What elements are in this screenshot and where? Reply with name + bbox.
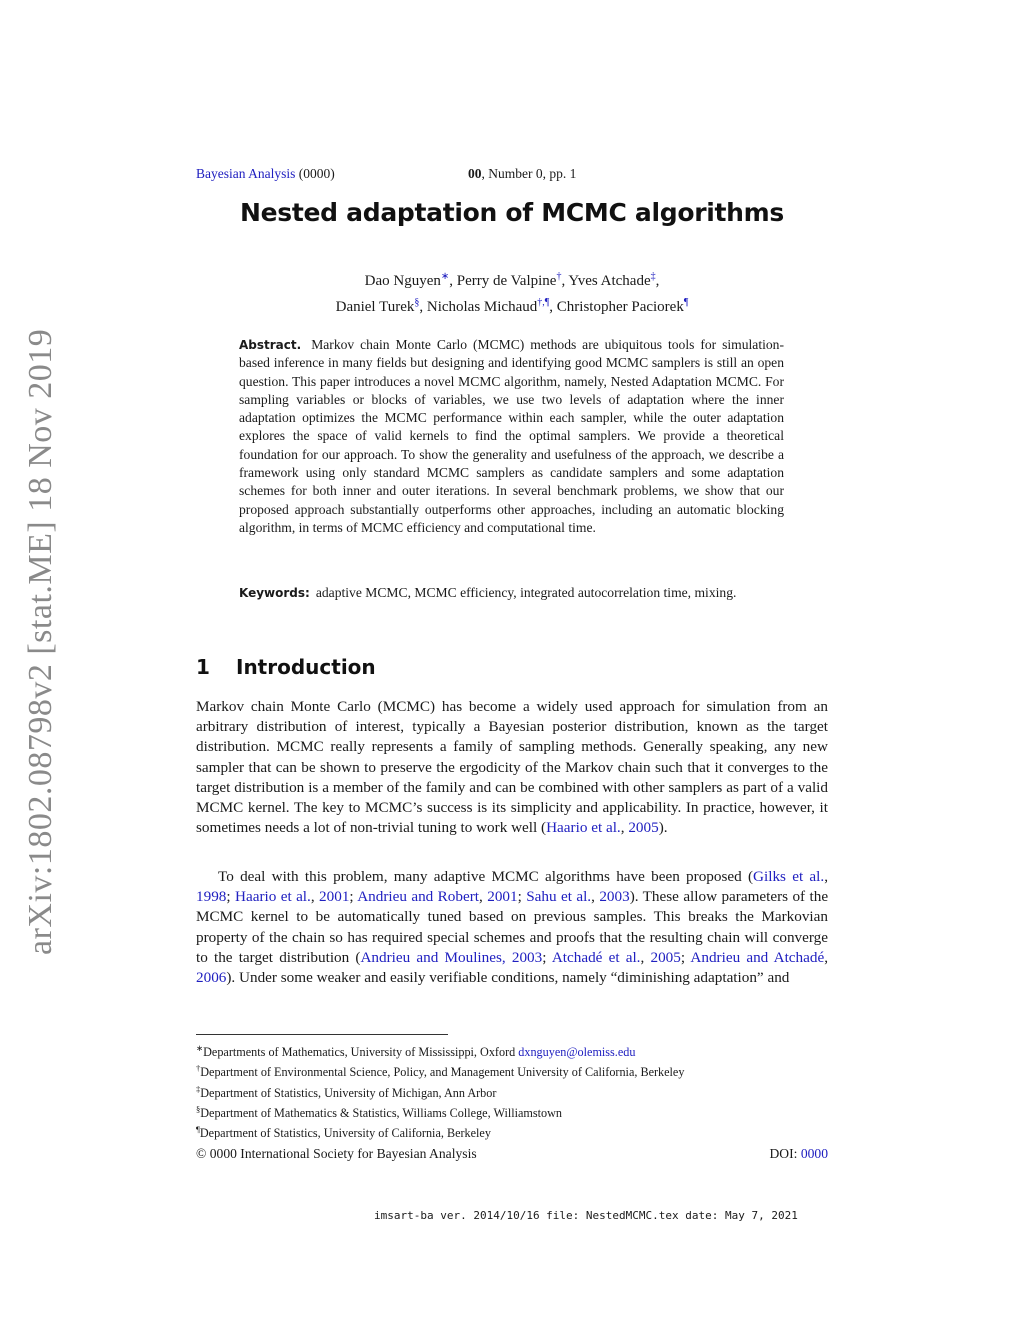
footnote-item [196, 1101, 836, 1121]
section-title: Introduction [236, 655, 376, 679]
citation-year-link[interactable]: 2005 [628, 819, 659, 837]
author-name: Daniel Turek [335, 299, 415, 315]
paragraph-text: ). [658, 819, 668, 837]
doi-label: DOI: [769, 1146, 801, 1161]
citation-separator: ; [542, 948, 552, 966]
doi-link[interactable]: 0000 [800, 1146, 828, 1161]
author-line-1 [0, 266, 1024, 292]
doi [769, 1146, 828, 1162]
footnote-mark: § [196, 1104, 201, 1115]
citation-year-link[interactable]: 2001 [319, 888, 350, 906]
author-separator: , [655, 273, 660, 289]
footnote-mark: † [196, 1063, 201, 1074]
citation-year-link[interactable]: 2001 [487, 888, 518, 906]
footnote-text: Department of Mathematics & Statistics, Williams College, Williamstown [200, 1106, 563, 1121]
footnote-text: Department of Environmental Science, Policy, and Management University of California, Berkeley [200, 1065, 685, 1080]
citation-separator: ; [680, 948, 691, 966]
footnote-item [196, 1081, 836, 1101]
section-number: 1 [196, 655, 210, 679]
abstract-text: Markov chain Monte Carlo (MCMC) methods are ubiquitous tools for simulation-based inference in many fields but designing and identifying good MCMC samplers is still an open question. This paper introduces a novel MCMC algorithm, namely, Nested Adaptation MCMC. For sampling variables or blocks of variables, we use two levels of adaptation where the inner adaptation optimizes the MCMC performance within each sampler, while the outer adaptation explores the space of valid kernels to find the optimal samplers. We provide a theoretical foundation for our approach. To show the generality and usefulness of the approach, we describe a framework using only standard MCMC samplers as candidate samplers and some adaptation schemes for both inner and outer iterations. In several benchmark problems, we show that our proposed approach substantially outperforms other approaches, including an automatic blocking algorithm, in terms of MCMC efficiency and computational time. [239, 337, 784, 535]
citation-link[interactable]: Andrieu and Moulines, 2003 [360, 948, 543, 966]
footnote-text: Department of Statistics, University of Michigan, Ann Arbor [200, 1085, 497, 1100]
footnote-divider [196, 1034, 448, 1035]
affiliation-mark[interactable]: ‡ [650, 271, 656, 282]
affiliation-mark[interactable]: ∗ [440, 271, 450, 282]
keywords-label: Keywords: [239, 586, 310, 600]
citation-link[interactable]: Andrieu and Atchadé [690, 948, 825, 966]
author-line-2 [0, 292, 1024, 318]
footnote-mark: ∗ [196, 1043, 204, 1053]
footnote-mark: ‡ [196, 1083, 201, 1094]
citation-separator: , [479, 888, 488, 906]
paragraph-1 [196, 697, 828, 838]
citation-separator: , [620, 819, 629, 837]
abstract [239, 336, 784, 537]
citation-separator: ; [226, 888, 235, 906]
imsart-version-line: imsart-ba ver. 2014/10/16 file: NestedMCMC.tex date: May 7, 2021 [374, 1209, 798, 1222]
journal-header [196, 166, 626, 182]
affiliation-mark[interactable]: †,¶ [537, 297, 550, 308]
citation-link[interactable]: Sahu et al. [526, 888, 592, 906]
footnote-item [196, 1121, 836, 1141]
citation-separator: , [824, 868, 828, 885]
citation-year-link[interactable]: 2003 [599, 888, 630, 906]
author-name: , Christopher Paciorek [549, 299, 684, 315]
author-name: , Yves Atchade [561, 273, 651, 289]
abstract-label: Abstract. [239, 338, 302, 352]
journal-issue: , Number 0, pp. 1 [481, 166, 577, 181]
author-name: , Perry de Valpine [449, 273, 557, 289]
paragraph-text: Markov chain Monte Carlo (MCMC) has become a widely used approach for simulation from an arbitrary distribution of interest, typically a Bayesian posterior distribution, known as the target distribution. MCMC really represents a family of sampling methods. Generally speaking, any new sampler that can be shown to preserve the ergodicity of the Markov chain such that it converges to the target distribution is a member of the family and can be combined with other samplers as part of a valid MCMC kernel. The key to MCMC’s success is its simplicity and applicability. In practice, however, it sometimes needs a lot of non-trivial tuning to work well ( [196, 698, 828, 837]
citation-link[interactable]: Haario et al. [546, 819, 621, 837]
paper-title: Nested adaptation of MCMC algorithms [239, 198, 784, 227]
citation-separator: , [591, 888, 600, 906]
citation-link[interactable]: Gilks et al. [753, 868, 825, 885]
keywords [239, 584, 784, 602]
citation-separator: , [310, 888, 320, 906]
footnote-text: Departments of Mathematics, University of Mississippi, Oxford [203, 1045, 519, 1060]
citation-year-link[interactable]: 2006 [196, 969, 227, 987]
affiliation-mark[interactable]: † [556, 271, 562, 282]
footnote-mark: ¶ [196, 1124, 200, 1135]
citation-year-link[interactable]: 1998 [196, 888, 227, 906]
footnote-item [196, 1060, 836, 1080]
journal-name-link[interactable]: Bayesian Analysis [196, 166, 296, 181]
section-heading-introduction [196, 655, 376, 679]
email-link[interactable]: dxnguyen@olemiss.edu [518, 1045, 636, 1060]
paragraph-2 [196, 867, 828, 988]
footnote-item [196, 1040, 836, 1060]
author-name: Dao Nguyen [364, 273, 441, 289]
citation-link[interactable]: Haario et al. [235, 888, 311, 906]
paragraph-text: To deal with this problem, many adaptive MCMC algorithms have been proposed ( [218, 868, 754, 885]
arxiv-identifier-stamp: arXiv:1802.08798v2 [stat.ME] 18 Nov 2019 [22, 328, 59, 955]
citation-separator: , [640, 948, 651, 966]
journal-volume: 00 [468, 166, 482, 181]
citation-link[interactable]: Atchadé et al. [551, 948, 641, 966]
author-list [0, 266, 1024, 318]
affiliation-mark[interactable]: ¶ [683, 297, 689, 308]
journal-volume-issue [468, 166, 576, 182]
footnote-text: Department of Statistics, University of California, Berkeley [199, 1126, 491, 1141]
author-name: , Nicholas Michaud [419, 299, 538, 315]
copyright-line [196, 1146, 828, 1162]
citation-separator: ; [517, 888, 527, 906]
paragraph-text: ). These allow parameters of the MCMC kernel to be automatically tuned based on previous samples. This breaks the Markovian property of the chain so has required special schemes and proofs that the resulting chain will converge to the target distribution ( [196, 888, 829, 966]
footnotes [196, 1040, 836, 1142]
citation-separator: , [824, 948, 829, 966]
journal-year: (0000) [298, 166, 335, 181]
citation-year-link[interactable]: 2005 [650, 948, 681, 966]
citation-separator: ; [349, 888, 358, 906]
paragraph-text: ). Under some weaker and easily verifiable conditions, namely “diminishing adaptation” and [226, 969, 790, 987]
citation-link[interactable]: Andrieu and Robert [357, 888, 480, 906]
affiliation-mark[interactable]: § [414, 297, 420, 308]
copyright-text: © 0000 International Society for Bayesian Analysis [196, 1146, 477, 1161]
keywords-text: adaptive MCMC, MCMC efficiency, integrated autocorrelation time, mixing. [315, 585, 737, 600]
